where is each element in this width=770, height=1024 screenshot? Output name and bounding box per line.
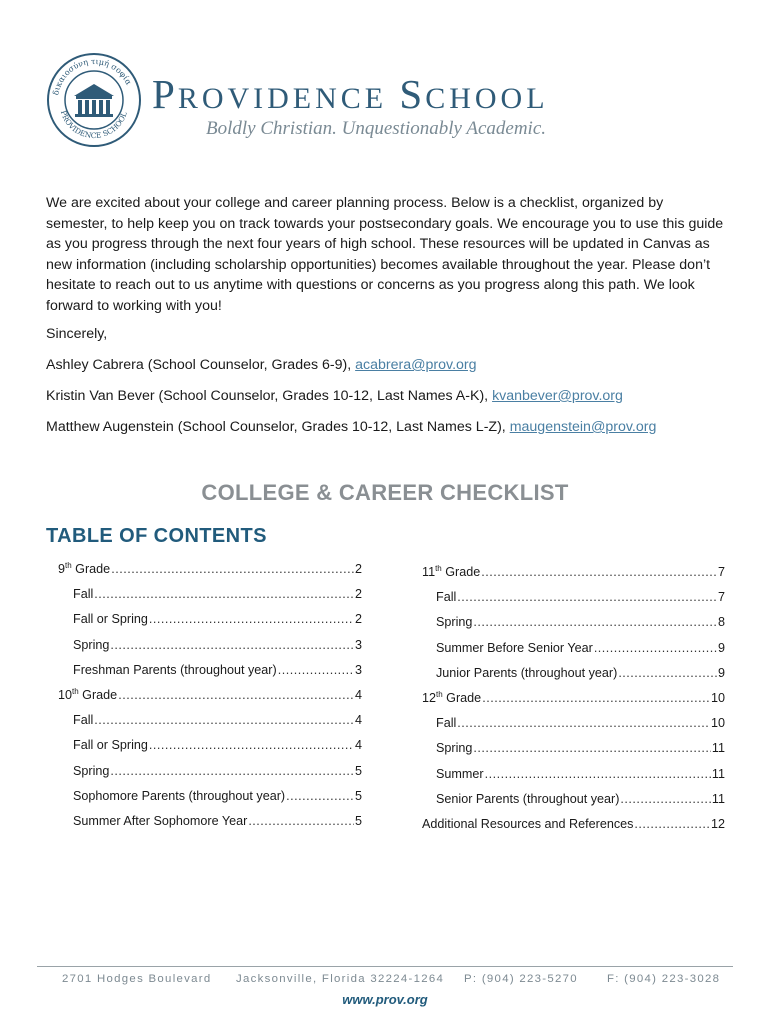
counselor-name: Kristin Van Bever (School Counselor, Grades 10-12, Last Names A-K), [46, 388, 493, 404]
toc-leader-dots [286, 789, 354, 803]
toc-page-number: 5 [354, 788, 362, 803]
toc-entry[interactable] [73, 663, 362, 677]
toc-leader-dots [110, 764, 354, 778]
toc-entry-label: 9th Grade [58, 560, 111, 576]
school-seal-logo [46, 52, 142, 148]
toc-leader-dots [278, 663, 354, 677]
toc-entry-label: Fall or Spring [73, 612, 148, 627]
toc-entry-label: Summer After Sophomore Year [73, 814, 248, 828]
footer-phone: P: (904) 223-5270 [464, 973, 578, 985]
counselor-name: Ashley Cabrera (School Counselor, Grades 6-9), [46, 357, 356, 373]
toc-page-number: 7 [717, 590, 725, 605]
toc-entry-label: 10th Grade [58, 686, 118, 702]
toc-entry[interactable] [436, 590, 725, 604]
footer-fax: F: (904) 223-3028 [607, 973, 721, 985]
school-tagline: Boldly Christian. Unquestionably Academic. [206, 118, 547, 139]
toc-entry[interactable] [73, 789, 362, 803]
toc-entry[interactable] [73, 738, 362, 752]
toc-leader-dots [457, 590, 717, 604]
toc-leader-dots [94, 587, 354, 601]
toc-leader-dots [634, 817, 710, 831]
school-name: PROVIDENCE SCHOOL [152, 71, 549, 117]
toc-page-number: 3 [354, 662, 362, 677]
toc-leader-dots [149, 612, 354, 626]
footer-city: Jacksonville, Florida 32224-1264 [236, 973, 445, 985]
toc-page-number: 10 [710, 716, 725, 731]
toc-entry[interactable] [73, 764, 362, 778]
toc-entry[interactable] [436, 615, 725, 629]
footer-divider [37, 966, 733, 967]
toc-page-number: 8 [717, 615, 725, 630]
toc-leader-dots [248, 814, 354, 828]
toc-entry-label: Spring [436, 615, 473, 630]
counselor-name: Matthew Augenstein (School Counselor, Grades 10-12, Last Names L-Z), [46, 419, 510, 435]
toc-title: TABLE OF CONTENTS [46, 525, 267, 547]
toc-page-number: 5 [354, 814, 362, 828]
toc-leader-dots [111, 562, 354, 576]
checklist-title: COLLEGE & CAREER CHECKLIST [201, 480, 569, 505]
toc-entry[interactable] [436, 741, 725, 755]
toc-entry-label: Sophomore Parents (throughout year) [73, 788, 286, 803]
toc-leader-dots [485, 767, 711, 781]
toc-page-number: 2 [354, 562, 362, 576]
toc-page-number: 9 [717, 665, 725, 680]
footer-website-link[interactable]: www.prov.org [342, 992, 428, 1007]
toc-page-number: 10 [710, 691, 725, 705]
toc-entry-label: 12th Grade [422, 689, 482, 705]
intro-paragraph: We are excited about your college and career planning process. Below is a checklist, organized by semester, to help keep you on track towards your postsecondary goals. We encourage you to use this guide as you progress through the next four years of high school. These resources will be updated in Canvas as new information (including scholarship opportunities) becomes available throughout the year. Please don’t hesitate to reach out to us anytime with questions or concerns as you progress along this path. We look forward to working with you! [46, 195, 724, 314]
toc-leader-dots [482, 691, 710, 705]
toc-entry[interactable] [58, 688, 362, 702]
toc-entry-label: Spring [73, 637, 110, 652]
toc-leader-dots [481, 565, 717, 579]
closing-text: Sincerely, [46, 326, 108, 342]
toc-page-number: 4 [354, 738, 362, 753]
toc-entry-label: Fall or Spring [73, 738, 148, 753]
toc-entry[interactable] [73, 713, 362, 727]
toc-entry-label: Spring [436, 741, 473, 756]
toc-leader-dots [110, 638, 354, 652]
toc-entry-label: Fall [436, 716, 457, 731]
toc-leader-dots [620, 792, 711, 806]
toc-entry[interactable] [436, 641, 725, 655]
toc-page-number: 11 [711, 741, 725, 756]
toc-entry[interactable] [436, 792, 725, 806]
toc-entry-label: 11th Grade [422, 563, 481, 579]
counselor-email-link[interactable]: maugenstein@prov.org [509, 419, 657, 435]
toc-leader-dots [118, 688, 354, 702]
toc-page-number: 9 [717, 640, 725, 655]
toc-entry-label: Additional Resources and References [422, 817, 634, 831]
toc-entry[interactable] [73, 612, 362, 626]
toc-page-number: 2 [354, 587, 362, 602]
toc-leader-dots [473, 615, 717, 629]
toc-entry[interactable] [436, 767, 725, 781]
toc-page-number: 2 [354, 612, 362, 627]
toc-entry[interactable] [58, 562, 362, 576]
toc-entry[interactable] [436, 716, 725, 730]
toc-leader-dots [457, 716, 710, 730]
toc-entry-label: Summer [436, 766, 484, 781]
counselor-line [46, 357, 477, 373]
toc-page-number: 3 [354, 637, 362, 652]
counselor-email-link[interactable]: kvanbever@prov.org [492, 388, 623, 404]
toc-entry-label: Summer Before Senior Year [436, 640, 593, 655]
toc-page-number: 4 [354, 688, 362, 702]
counselor-line [46, 388, 623, 404]
toc-page-number: 11 [711, 791, 725, 806]
toc-page-number: 11 [711, 766, 725, 781]
toc-entry-label: Junior Parents (throughout year) [436, 665, 618, 680]
toc-leader-dots [94, 713, 354, 727]
toc-leader-dots [594, 641, 717, 655]
toc-leader-dots [473, 741, 711, 755]
counselor-line [46, 419, 656, 435]
toc-page-number: 4 [354, 713, 362, 728]
toc-entry-label: Freshman Parents (throughout year) [73, 662, 277, 677]
toc-entry[interactable] [73, 587, 362, 601]
toc-leader-dots [618, 666, 717, 680]
toc-entry[interactable] [73, 814, 362, 828]
svg-text:PROVIDENCE SCHOOL: PROVIDENCE SCHOOL [58, 109, 129, 141]
toc-page-number: 7 [717, 565, 725, 579]
toc-entry[interactable] [422, 691, 725, 705]
footer-address: 2701 Hodges Boulevard [62, 973, 212, 985]
toc-page-number: 12 [710, 817, 725, 831]
toc-leader-dots [149, 738, 354, 752]
toc-entry-label: Fall [436, 590, 457, 605]
svg-text:δικαιοσύνη τιμή σοφία: δικαιοσύνη τιμή σοφία [51, 56, 134, 96]
toc-entry[interactable] [422, 565, 725, 579]
counselor-email-link[interactable]: acabrera@prov.org [355, 357, 477, 373]
toc-entry-label: Fall [73, 587, 94, 602]
toc-entry-label: Spring [73, 763, 110, 778]
toc-page-number: 5 [354, 763, 362, 778]
toc-entry[interactable] [73, 638, 362, 652]
toc-entry[interactable] [436, 666, 725, 680]
toc-entry-label: Fall [73, 713, 94, 728]
toc-entry-label: Senior Parents (throughout year) [436, 791, 620, 806]
toc-entry[interactable] [422, 817, 725, 831]
